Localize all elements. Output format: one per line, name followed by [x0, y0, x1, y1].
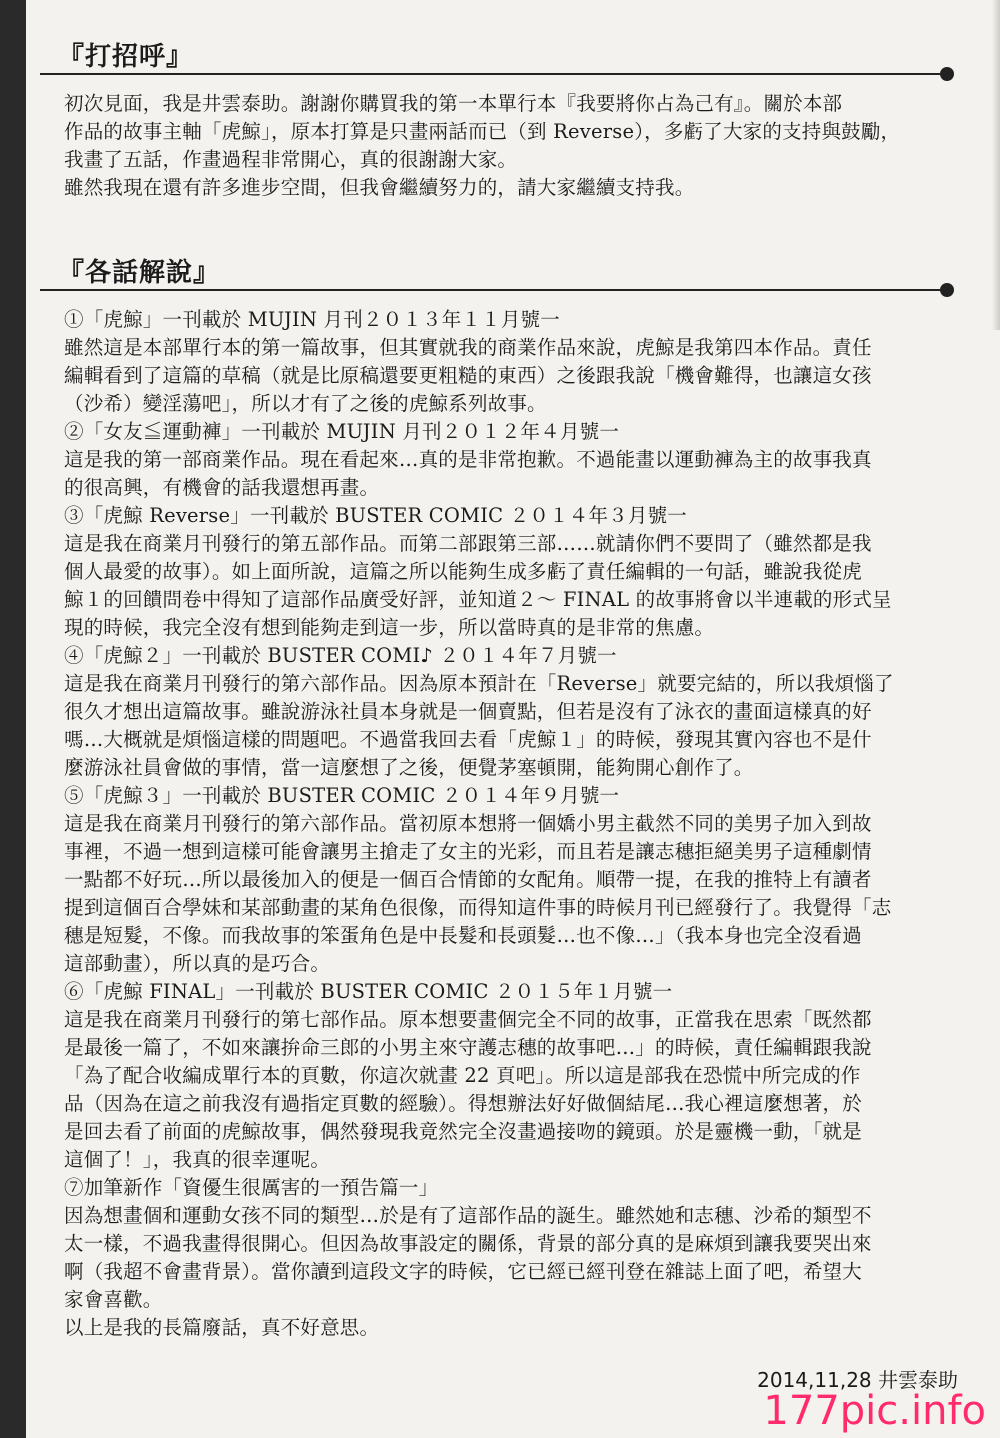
greeting-rule-dot: [940, 67, 954, 81]
episodes-paragraph: [64, 306, 964, 1342]
text-line: ⑥「虎鯨 FINAL」一刊載於 BUSTER COMIC ２０１５年１月號一: [64, 980, 673, 1003]
text-line: 初次見面，我是井雲泰助。謝謝你購買我的第一本單行本『我要將你占為己有』。關於本部: [64, 92, 843, 115]
greeting-paragraph: [64, 90, 964, 202]
text-line: 品（因為在這之前我沒有過指定頁數的經驗）。得想辦法好好做個結尾…我心裡這麼想著，於: [64, 1092, 862, 1115]
text-line: 是回去看了前面的虎鯨故事，偶然發現我竟然完全沒畫過接吻的鏡頭。於是靈機一動，「就是: [64, 1120, 862, 1143]
text-line: 個人最愛的故事）。如上面所說，這篇之所以能夠生成多虧了責任編輯的一句話，雖說我從虎: [64, 560, 862, 583]
text-line: 我畫了五話，作畫過程非常開心，真的很謝謝大家。: [64, 148, 518, 171]
text-line: 穗是短髮，不像。而我故事的笨蛋角色是中長髮和長頭髮…也不像…」（我本身也完全沒看過: [64, 924, 862, 947]
text-line: ③「虎鯨 Reverse」一刊載於 BUSTER COMIC ２０１４年３月號一: [64, 504, 687, 527]
text-line: 的很高興，有機會的話我還想再畫。: [64, 476, 380, 499]
episodes-rule-dot: [940, 283, 954, 297]
text-line: 雖然這是本部單行本的第一篇故事，但其實就我的商業作品來說，虎鯨是我第四本作品。責任: [64, 336, 872, 359]
text-line: 現的時候，我完全沒有想到能夠走到這一步，所以當時真的是非常的焦慮。: [64, 616, 715, 639]
text-line: 一點都不好玩…所以最後加入的便是一個百合情節的女配角。順帶一提，在我的推特上有讀者: [64, 868, 872, 891]
text-line: 這是我在商業月刊發行的第六部作品。因為原本預計在「Reverse」就要完結的，所以我煩惱了: [64, 672, 894, 695]
text-line: 這是我在商業月刊發行的第六部作品。當初原本想將一個嬌小男主截然不同的美男子加入到故: [64, 812, 872, 835]
text-line: 這是我的第一部商業作品。現在看起來…真的是非常抱歉。不過能畫以運動褲為主的故事我真: [64, 448, 872, 471]
episodes-rule: [40, 289, 945, 291]
text-line: 很久才想出這篇故事。雖說游泳社員本身就是一個賣點，但若是沒有了泳衣的畫面這樣真的好: [64, 700, 872, 723]
text-line: 因為想畫個和運動女孩不同的類型…於是有了這部作品的誕生。雖然她和志穗、沙希的類型不: [64, 1204, 872, 1227]
text-line: （沙希）變淫蕩吧」，所以才有了之後的虎鯨系列故事。: [64, 392, 547, 415]
text-line: ④「虎鯨２」一刊載於 BUSTER COMI♪ ２０１４年７月號一: [64, 644, 617, 667]
page-binding-edge: [0, 0, 26, 1438]
text-line: 鯨１的回饋問卷中得知了這部作品廣受好評，並知道２～ FINAL 的故事將會以半連載的形式呈: [64, 588, 892, 611]
text-line: 以上是我的長篇廢話，真不好意思。: [64, 1316, 380, 1339]
text-line: 啊（我超不會畫背景）。當你讀到這段文字的時候，它已經已經刊登在雜誌上面了吧，希望大: [64, 1260, 862, 1283]
text-line: 「為了配合收編成單行本的頁數，你這次就畫 22 頁吧」。所以這是部我在恐慌中所完成的作: [64, 1064, 861, 1087]
text-line: 事裡，不過一想到這樣可能會讓男主搶走了女主的光彩，而且若是讓志穗拒絕美男子這種劇情: [64, 840, 872, 863]
text-line: ⑦加筆新作「資優生很厲害的一預告篇一」: [64, 1176, 439, 1199]
text-line: 這部動畫），所以真的是巧合。: [64, 952, 331, 975]
page-right-shadow: [992, 0, 1000, 330]
watermark: 177pic.info: [763, 1388, 986, 1434]
text-line: 太一樣，不過我畫得很開心。但因為故事設定的關係，背景的部分真的是麻煩到讓我要哭出來: [64, 1232, 872, 1255]
text-line: ⑤「虎鯨３」一刊載於 BUSTER COMIC ２０１４年９月號一: [64, 784, 620, 807]
greeting-rule: [40, 73, 945, 75]
text-line: 這是我在商業月刊發行的第七部作品。原本想要畫個完全不同的故事，正當我在思索「既然都: [64, 1008, 872, 1031]
text-line: 提到這個百合學妹和某部動畫的某角色很像，而得知這件事的時候月刊已經發行了。我覺得「志: [64, 896, 892, 919]
text-line: 家會喜歡。: [64, 1288, 163, 1311]
episodes-title: 『各話解說』: [58, 258, 221, 288]
text-line: ②「女友≦運動褲」一刊載於 MUJIN 月刊２０１２年４月號一: [64, 420, 620, 443]
text-line: ①「虎鯨」一刊載於 MUJIN 月刊２０１３年１１月號一: [64, 308, 560, 331]
text-line: 麼游泳社員會做的事情，當一這麼想了之後，便覺茅塞頓開，能夠開心創作了。: [64, 756, 754, 779]
text-line: 嗎…大概就是煩惱這樣的問題吧。不過當我回去看「虎鯨１」的時候，發現其實內容也不是什: [64, 728, 872, 751]
signature-date: 2014,11,28 井雲泰助: [757, 1368, 958, 1392]
text-line: 作品的故事主軸「虎鯨」，原本打算是只畫兩話而已（到 Reverse），多虧了大家的支持與鼓勵，: [64, 120, 901, 143]
text-line: 這個了！」，我真的很幸運呢。: [64, 1148, 331, 1171]
text-line: 編輯看到了這篇的草稿（就是比原稿還要更粗糙的東西）之後跟我說「機會難得，也讓這女孩: [64, 364, 872, 387]
text-line: 雖然我現在還有許多進步空間，但我會繼續努力的，請大家繼續支持我。: [64, 176, 695, 199]
greeting-title: 『打招呼』: [58, 42, 194, 72]
text-line: 是最後一篇了，不如來讓拚命三郎的小男主來守護志穗的故事吧…」的時候，責任編輯跟我說: [64, 1036, 872, 1059]
text-line: 這是我在商業月刊發行的第五部作品。而第二部跟第三部……就請你們不要問了（雖然都是我: [64, 532, 872, 555]
